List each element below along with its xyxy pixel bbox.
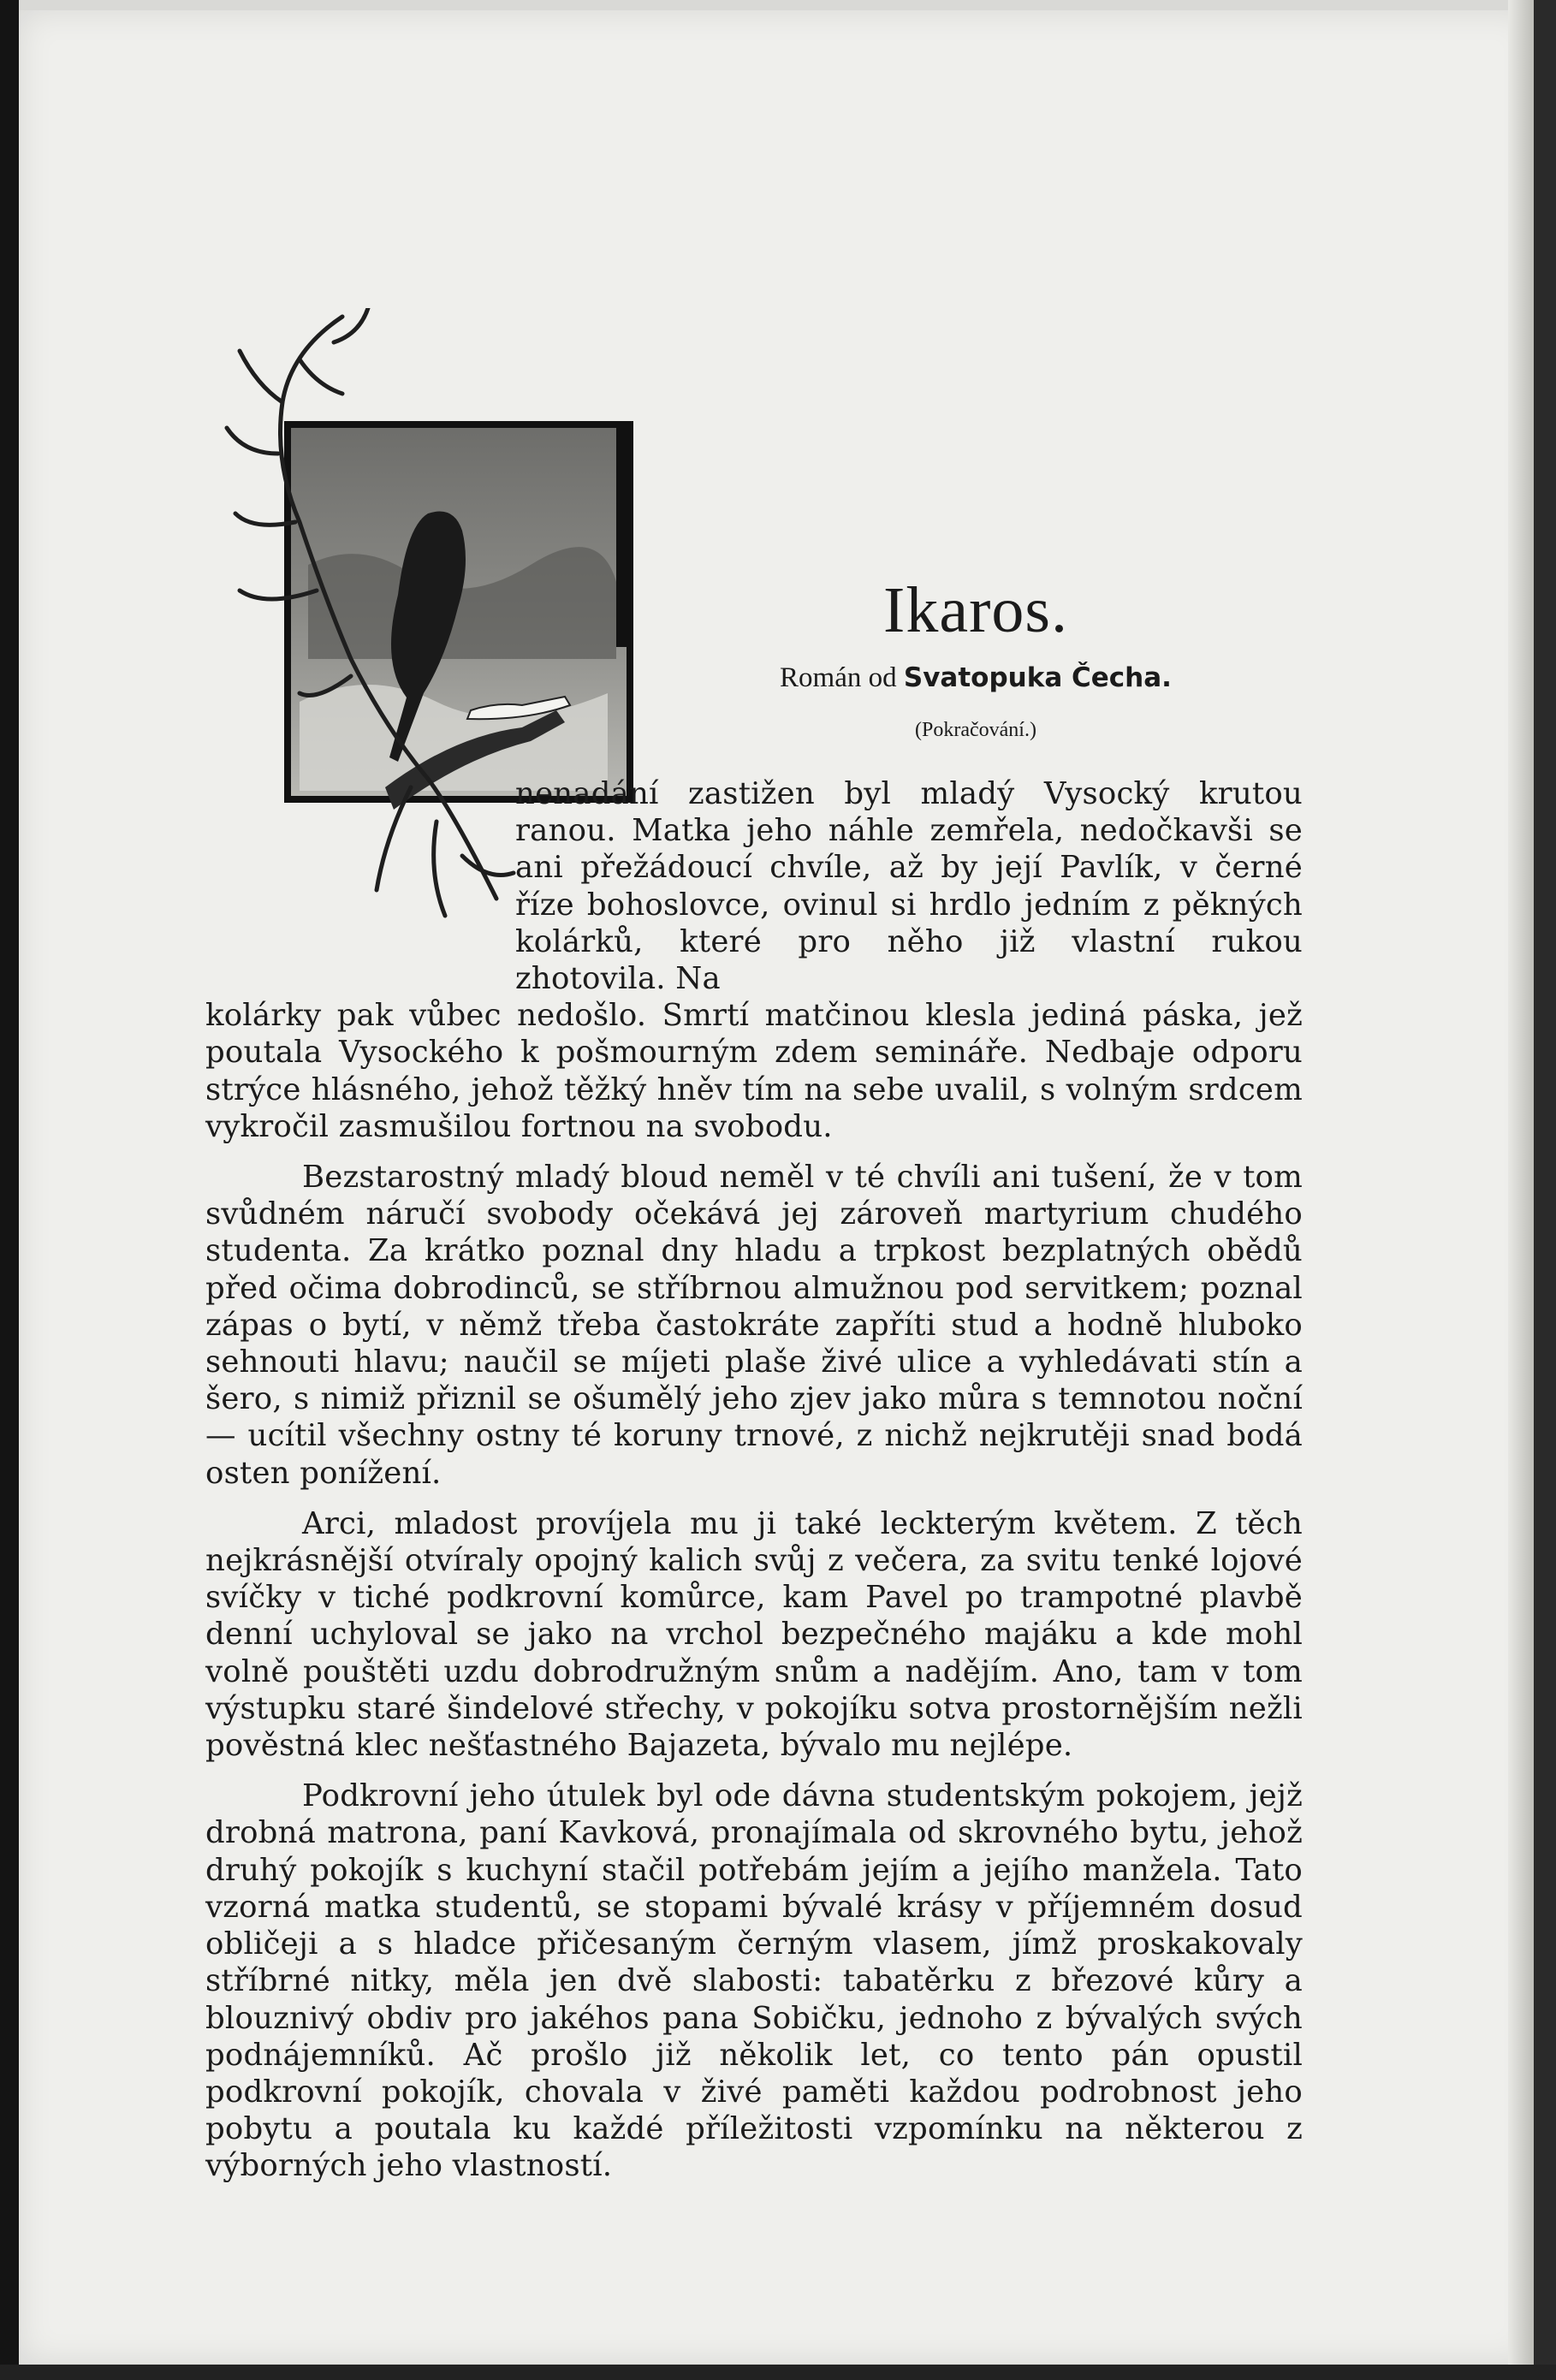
author-name: Svatopuka Čecha. xyxy=(903,662,1172,693)
paragraph-3: Arci, mladost províjela mu ji také leckterým květem. Z těch nejkrásnější otvíraly opojný kalich svůj z večera, za svitu tenké lojové svíčky v tiché podkrovní komůrce, kam Pavel po trampotné plavbě denní uchyloval se jako na vrchol bezpečného majáku a kde mohl volně pouštěti uzdu dobrodružným snům a nadějím. Ano, tam v tom výstupku staré šindelové střechy, v pokojíku sotva prostornějším nežli pověstná klec nešťastného Bajazeta, bývalo mu nejlépe. xyxy=(205,1505,1303,1764)
continuation-note: (Pokračování.) xyxy=(915,719,1036,741)
page-edge-bottom xyxy=(0,2365,1556,2380)
paragraph-1-continued: kolárky pak vůbec nedošlo. Smrtí matčinou klesla jediná páska, jež poutala Vysockého k pošmourným zdem semináře. Nedbaje odporu strýce hlásného, jehož těžký hněv tím na sebe uvalil, s volným srdcem vykročil zasmušilou fortnou na svobodu. xyxy=(205,998,1303,1144)
subtitle-prefix: Román od xyxy=(780,662,897,693)
page-edge-left xyxy=(0,0,19,2380)
paragraph-2: Bezstarostný mladý bloud neměl v té chvíli ani tušení, že v tom svůdném náručí svobody očekává jej zároveň martyrium chudého studenta. Za krátko poznal dny hladu a trpkost bezplatných obědů před očima dobrodinců, se stříbrnou almužnou pod servitkem; poznal zápas o bytí, v němž třeba častokráte zapříti stud a hodně hluboko sehnouti hlavu; naučil se míjeti plaše živé ulice a vyhledávati stín a šero, s nimiž přiznil se ošumělý jeho zjev jako můra s temnotou noční — ucítil všechny ostny té koruny trnové, z nichž nejkrutěji snad bodá osten ponížení. xyxy=(205,1160,1303,1491)
article-subtitle xyxy=(736,662,1215,694)
paragraph-4: Podkrovní jeho útulek byl ode dávna studentským pokojem, jejž drobná matrona, paní Kavková, pronajímala od skrovného bytu, jehož druhý pokojík s kuchyní stačil potřebám jejím a jejího manžela. Tato vzorná matka studentů, se stopami bývalé krásy v příjemném dosud obličeji a s hladce přičesaným černým vlasem, jímž proskakovaly stříbrné nitky, měla jen dvě slabosti: tabatěrku z březové kůry a blouznivý obdiv pro jakéhos pana Sobičku, jednoho z bývalých svých podnájemníků. Ač prošlo již několik let, co tento pán opustil podkrovní pokojík, chovala v živé paměti každou podrobnost jeho pobytu a poutala ku každé příležitosti vzpomínku na některou z výborných jeho vlastností. xyxy=(205,1778,1303,2184)
page-edge-right xyxy=(1534,0,1556,2380)
article-title: Ikaros. xyxy=(883,574,1068,646)
paragraph-1-indented: nenadání zastižen byl mladý Vysocký krutou ranou. Matka jeho náhle zemřela, nedočkavši se ani přežádoucí chvíle, až by její Pavlík, v černé říze bohoslovce, ovinul si hrdlo jedním z pěkných kolárků, které pro něho již vlastní rukou zhotovila. Na xyxy=(515,776,1303,997)
page-edge-shadow xyxy=(1508,0,1534,2380)
article-body xyxy=(205,775,1303,2185)
